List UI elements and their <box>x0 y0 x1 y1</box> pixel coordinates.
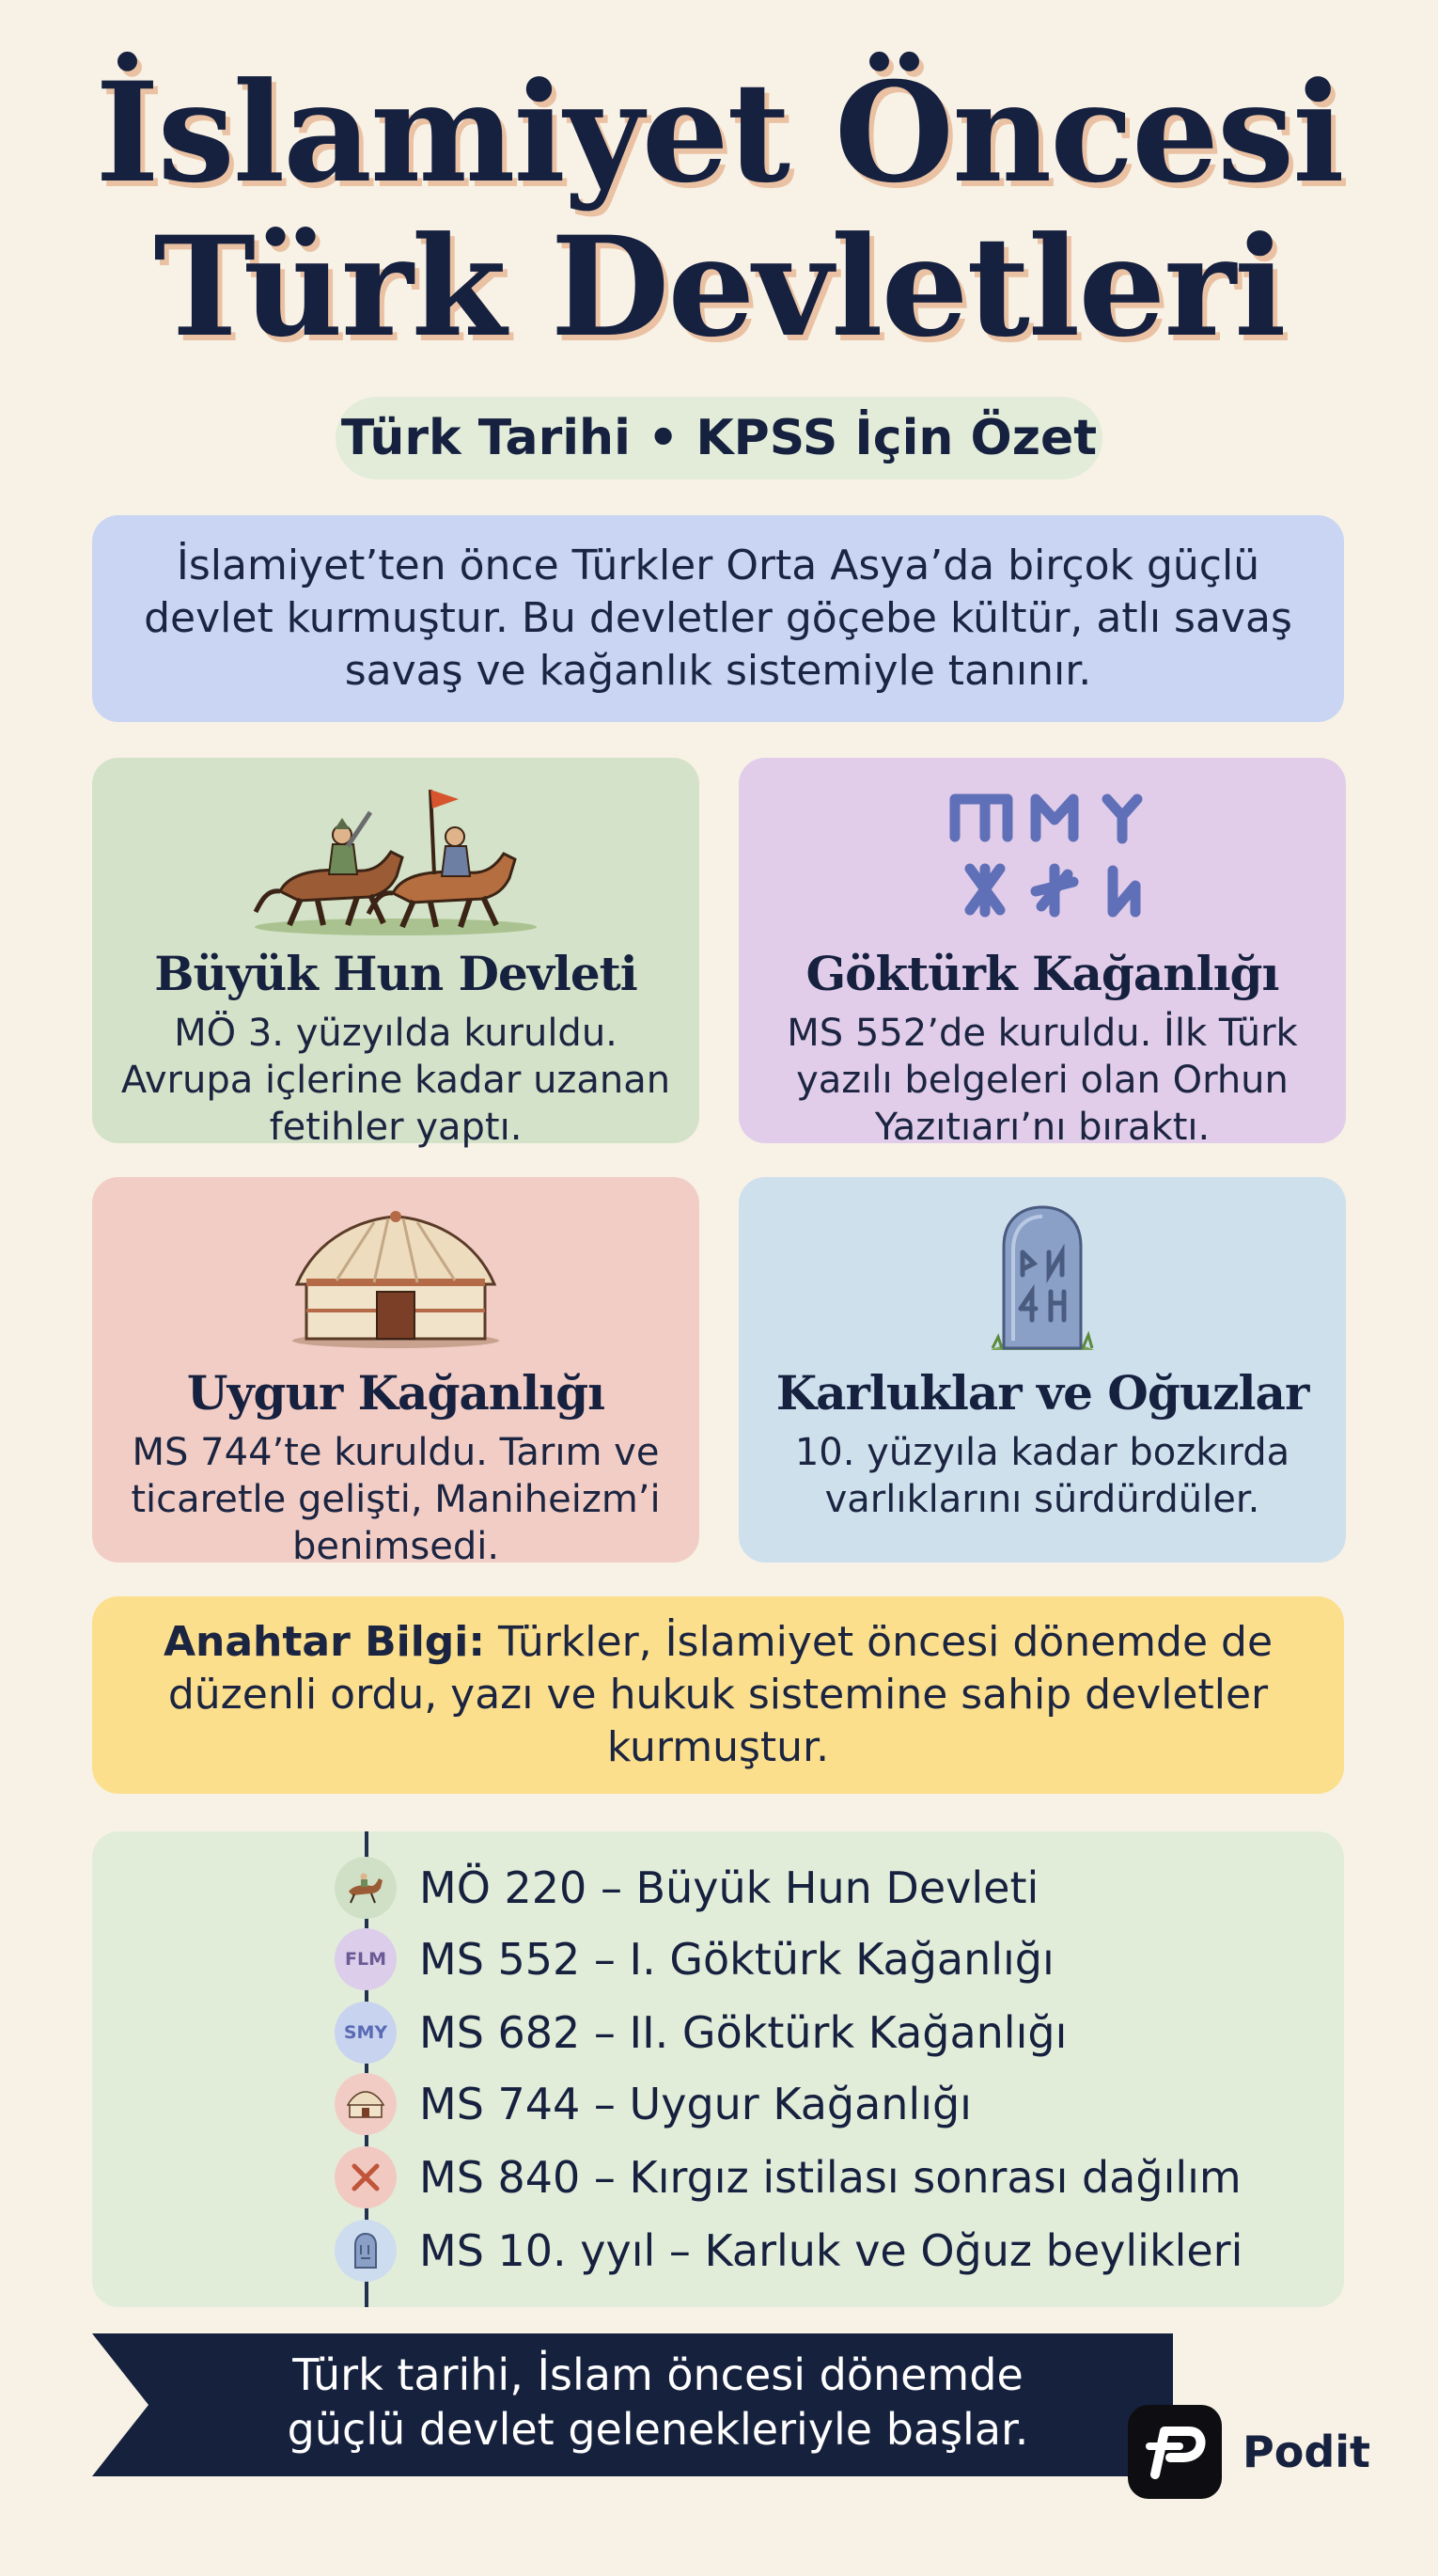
footer-line-1: Türk tarihi, İslam öncesi dönemde <box>292 2349 1024 2400</box>
timeline-item <box>335 2072 972 2136</box>
card-karluklar <box>739 1177 1346 1563</box>
card-buyuk-hun <box>92 758 699 1149</box>
card-uygur <box>92 1177 699 1568</box>
podit-logo-icon <box>1128 2405 1222 2499</box>
card-title: Göktürk Kağanlığı <box>805 946 1279 1001</box>
card-text <box>111 1010 680 1151</box>
rune-icon: SMY <box>335 2002 397 2064</box>
timeline-text: MS 744 – Uygur Kağanlığı <box>419 2079 972 2129</box>
footer-line-2: güçlü devlet gelenekleriyle başlar. <box>287 2404 1029 2455</box>
card-text-line-3: fetihler yaptı. <box>269 1106 523 1149</box>
yurt-icon <box>335 2073 397 2135</box>
timeline-text: MS 682 – II. Göktürk Kağanlığı <box>419 2007 1068 2058</box>
timeline-item <box>335 2219 1243 2283</box>
title-line-2: Türk Devletleri <box>153 207 1285 368</box>
card-text-line-2: yazılı belgeleri olan Orhun <box>796 1059 1289 1102</box>
yurt-icon <box>92 1198 699 1358</box>
key-info-line-1: Türkler, İslamiyet öncesi dönemde de <box>497 1618 1274 1666</box>
title-line-1: İslamiyet Öncesi <box>95 53 1343 213</box>
key-info-label: Anahtar Bilgi: <box>163 1618 485 1666</box>
intro-line-2: devlet kurmuştur. Bu devletler göçebe kültür, atlı savaş <box>144 594 1292 642</box>
intro-line-1: İslamiyet’ten önce Türkler Orta Asya’da birçok güçlü <box>176 542 1260 589</box>
card-text-line-1: MS 552’de kuruldu. İlk Türk <box>787 1012 1298 1055</box>
rune-icon: FLM <box>335 1928 397 1990</box>
gravestone-icon <box>739 1198 1346 1358</box>
timeline-text: MS 552 – I. Göktürk Kağanlığı <box>419 1934 1055 1985</box>
card-text-line-3: benimsedi. <box>291 1525 500 1568</box>
card-gokturk <box>739 758 1346 1149</box>
horseman-icon <box>335 1857 397 1919</box>
card-title: Büyük Hun Devleti <box>154 946 637 1001</box>
gravestone-icon <box>335 2220 397 2282</box>
timeline-item <box>335 1927 1055 1991</box>
card-text-line-1: 10. yüzyıla kadar bozkırda <box>794 1431 1290 1474</box>
brand <box>1128 2405 1370 2499</box>
card-text-line-2: Avrupa içlerine kadar uzanan <box>120 1059 671 1102</box>
timeline-text: MS 840 – Kırgız istilası sonrası dağılım <box>419 2152 1242 2203</box>
timeline-item <box>335 1856 1039 1920</box>
footer-text <box>235 2348 1081 2457</box>
card-text-line-2: varlıklarını sürdürdüler. <box>824 1478 1260 1521</box>
intro-line-3: savaş ve kağanlık sistemiyle tanınır. <box>344 647 1092 695</box>
brand-name: Podit <box>1243 2427 1371 2477</box>
card-text-line-1: MS 744’te kuruldu. Tarım ve <box>132 1431 660 1474</box>
card-text-line-1: MÖ 3. yüzyılda kuruldu. <box>174 1012 617 1055</box>
timeline-text: MS 10. yyıl – Karluk ve Oğuz beylikleri <box>419 2225 1243 2276</box>
crossed-swords-icon <box>335 2146 397 2208</box>
card-text-line-3: Yazıtıarı’nı bıraktı. <box>874 1106 1211 1149</box>
key-info-line-3: kurmuştur. <box>606 1723 830 1771</box>
card-text-line-2: ticaretle gelişti, Maniheizm’i <box>131 1478 661 1521</box>
card-text <box>758 1429 1327 1523</box>
card-text <box>111 1429 680 1570</box>
subtitle-pill: Türk Tarihi • KPSS İçin Özet <box>336 397 1102 479</box>
timeline-item <box>335 2001 1067 2065</box>
page-title <box>0 53 1438 368</box>
timeline-item <box>335 2145 1242 2209</box>
card-title: Karluklar ve Oğuzlar <box>775 1365 1309 1421</box>
key-info-box <box>92 1596 1344 1794</box>
intro-box <box>92 515 1344 722</box>
card-title: Uygur Kağanlığı <box>186 1365 605 1421</box>
runes-icon <box>739 778 1346 938</box>
timeline-text: MÖ 220 – Büyük Hun Devleti <box>419 1862 1039 1913</box>
key-info-line-2: düzenli ordu, yazı ve hukuk sistemine sahip devletler <box>167 1671 1269 1719</box>
horsemen-icon <box>92 778 699 938</box>
timeline <box>92 1831 1344 2307</box>
card-text <box>758 1010 1327 1151</box>
